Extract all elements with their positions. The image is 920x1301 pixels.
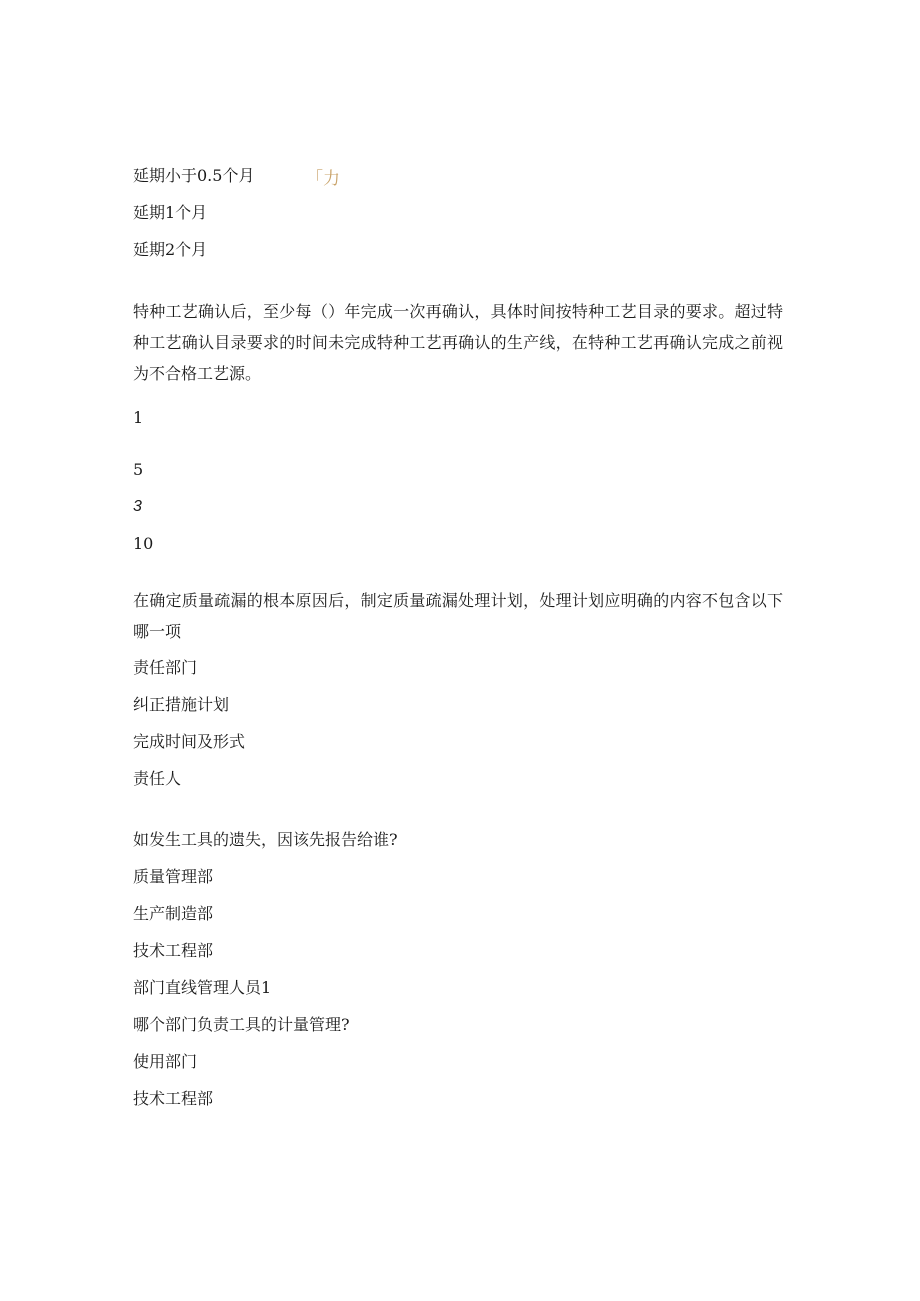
option-text: 3	[133, 498, 142, 515]
option-text: 使用部门	[133, 1052, 198, 1071]
option-text: 纠正措施计划	[133, 695, 230, 714]
question-stem: 如发生工具的遗失，因该先报告给谁?	[133, 830, 398, 849]
option-text: 责任人	[133, 769, 182, 788]
option-text: 质量管理部	[133, 867, 214, 886]
stamp-mark: 「力	[306, 169, 340, 189]
option-text: 延期2个月	[133, 240, 208, 259]
option-text: 部门直线管理人员1	[133, 978, 272, 997]
question-stem: 特种工艺确认后，至少每（）年完成一次再确认，具体时间按特种工艺目录的要求。超过特种工艺确认目录要求的时间未完成特种工艺再确认的生产线，在特种工艺再确认完成之前视为不合格工艺源。	[133, 302, 783, 383]
option-text: 延期小于0.5个月	[133, 166, 255, 185]
option-text: 生产制造部	[133, 904, 214, 923]
question-stem: 哪个部门负责工具的计量管理?	[133, 1015, 350, 1034]
option-text: 责任部门	[133, 658, 198, 677]
option-text: 10	[133, 534, 154, 553]
option-text: 技术工程部	[133, 941, 214, 960]
option-text: 延期1个月	[133, 203, 208, 222]
option-text: 技术工程部	[133, 1089, 214, 1108]
option-text: 1	[133, 408, 144, 427]
option-text: 完成时间及形式	[133, 732, 246, 751]
option-text: 5	[133, 460, 144, 479]
question-stem: 在确定质量疏漏的根本原因后，制定质量疏漏处理计划，处理计划应明确的内容不包含以下哪一项	[133, 591, 783, 641]
